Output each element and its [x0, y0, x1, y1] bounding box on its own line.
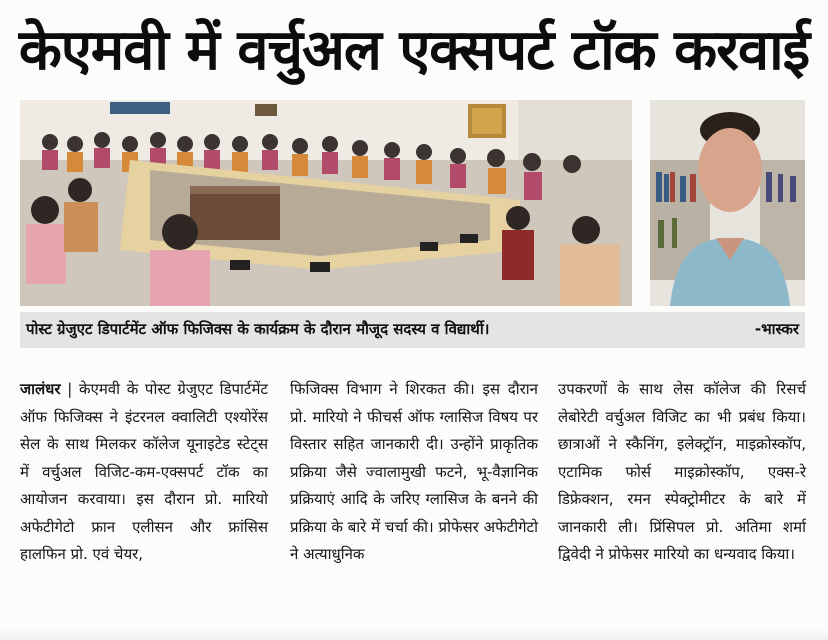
page-bottom-edge [0, 628, 828, 640]
expert-video-photo [650, 100, 805, 306]
article-text-3: उपकरणों के साथ लेस कॉलेज की रिसर्च लेबोरेटी वर्चुअल विजिट का भी प्रबंध किया। छात्राओं ने स्कैनिंग, इलेक्ट्रॉन, माइक्रोस्कॉप, एटामिक फोर्स माइक्रोस्कॉप, एक्स-रे डिफ्रेक्शन, रमन स्पेक्ट्रोमीटर के बारे में जानकारी ली। प्रिंसिपल प्रो. अतिमा शर्मा द्विवेदी ने प्रोफेसर मारियो का धन्यवाद किया। [558, 380, 806, 563]
article-text-1: | केएमवी के पोस्ट ग्रेजुएट डिपार्टमेंट ऑफ फिजिक्स ने इंटरनल क्वालिटी एश्योरेंस सेल के साथ मिलकर कॉलेज यूनाइटेड स्टेट्स में वर्चुअल विजिट-कम-एक्सपर्ट टॉक का आयोजन करवाया। इस दौरान प्रो. मारियो अफेटीगेटो फ्रान एलीसन और फ्रांसिस हालफिन प्रो. एवं चेयर, [20, 380, 268, 563]
photo-credit: -भास्कर [754, 320, 799, 338]
article-column-3 [558, 376, 806, 569]
article-text-2: फिजिक्स विभाग ने शिरकत की। इस दौरान प्रो. मारियो ने फीचर्स ऑफ ग्लासिज विषय पर विस्तार सहित जानकारी दी। उन्होंने प्राकृतिक प्रक्रिया जैसे ज्वालामुखी फटने, भू-वैज्ञानिक प्रक्रियाएं आदि के जरिए ग्लासिज के बनने की प्रक्रिया के बारे में चर्चा की। प्रोफेसर अफेटीगेटो ने अत्याधुनिक [290, 380, 538, 563]
conference-room-illustration [20, 100, 632, 306]
article-column-1 [20, 376, 268, 569]
dateline: जालंधर [20, 380, 61, 398]
conference-room-photo [20, 100, 632, 306]
photo-caption: पोस्ट ग्रेजुएट डिपार्टमेंट ऑफ फिजिक्स के कार्यक्रम के दौरान मौजूद सदस्य व विद्यार्थी। [26, 320, 490, 338]
headline: केएमवी में वर्चुअल एक्सपर्ट टॉक करवाई [18, 18, 810, 83]
photo-caption-bar [20, 312, 805, 348]
article-column-2 [290, 376, 538, 569]
expert-portrait-illustration [650, 100, 805, 306]
